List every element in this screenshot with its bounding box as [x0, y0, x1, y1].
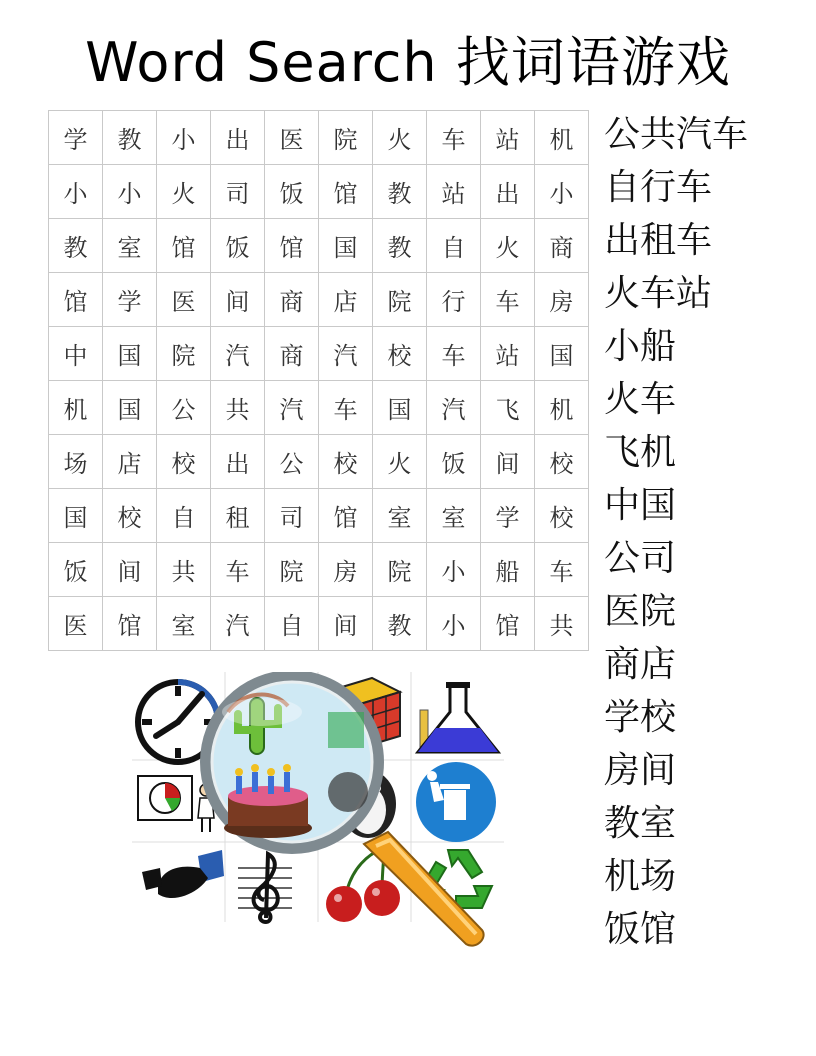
- grid-cell[interactable]: 医: [265, 111, 319, 165]
- grid-cell[interactable]: 间: [211, 273, 265, 327]
- grid-cell[interactable]: 商: [265, 273, 319, 327]
- grid-cell[interactable]: 馆: [319, 165, 373, 219]
- grid-cell[interactable]: 出: [211, 435, 265, 489]
- pie-chart-presenter-icon: [138, 776, 214, 832]
- grid-cell[interactable]: 小: [427, 597, 481, 651]
- word-list-item: 火车: [604, 379, 677, 420]
- grid-cell[interactable]: 国: [373, 381, 427, 435]
- grid-cell[interactable]: 司: [211, 165, 265, 219]
- trash-bin-icon: [416, 762, 496, 842]
- grid-cell[interactable]: 商: [265, 327, 319, 381]
- grid-cell[interactable]: 火: [157, 165, 211, 219]
- grid-cell[interactable]: 公: [157, 381, 211, 435]
- word-list-item: 火车站: [604, 273, 713, 314]
- grid-row: [49, 543, 589, 597]
- grid-cell[interactable]: 校: [535, 489, 589, 543]
- grid-cell[interactable]: 汽: [319, 327, 373, 381]
- word-list-item: 机场: [604, 856, 677, 897]
- grid-row: [49, 111, 589, 165]
- grid-cell[interactable]: 馆: [265, 219, 319, 273]
- grid-row: [49, 165, 589, 219]
- grid-cell[interactable]: 学: [103, 273, 157, 327]
- grid-cell[interactable]: 出: [481, 165, 535, 219]
- grid-cell[interactable]: 车: [427, 327, 481, 381]
- grid-row: [49, 435, 589, 489]
- word-search-grid: [48, 110, 589, 651]
- grid-cell[interactable]: 室: [157, 597, 211, 651]
- grid-row: [49, 381, 589, 435]
- grid-row: [49, 597, 589, 651]
- grid-row: [49, 489, 589, 543]
- grid-cell[interactable]: 行: [427, 273, 481, 327]
- grid-cell[interactable]: 国: [319, 219, 373, 273]
- grid-cell[interactable]: 校: [373, 327, 427, 381]
- grid-cell[interactable]: 汽: [427, 381, 481, 435]
- grid-cell[interactable]: 校: [535, 435, 589, 489]
- grid-cell[interactable]: 机: [535, 111, 589, 165]
- word-list-item: 出租车: [604, 220, 713, 261]
- word-list-item: 医院: [604, 591, 677, 632]
- grid-cell[interactable]: 室: [427, 489, 481, 543]
- grid-cell[interactable]: 国: [535, 327, 589, 381]
- grid-cell[interactable]: 车: [535, 543, 589, 597]
- grid-cell[interactable]: 司: [265, 489, 319, 543]
- grid-cell[interactable]: 小: [427, 543, 481, 597]
- grid-cell[interactable]: 馆: [319, 489, 373, 543]
- grid-cell[interactable]: 教: [373, 597, 427, 651]
- word-list-item: 自行车: [604, 167, 713, 208]
- word-list-item: 飞机: [604, 432, 677, 473]
- grid-cell[interactable]: 站: [481, 111, 535, 165]
- grid-cell[interactable]: 馆: [157, 219, 211, 273]
- grid-cell[interactable]: 校: [157, 435, 211, 489]
- grid-cell[interactable]: 小: [535, 165, 589, 219]
- grid-cell[interactable]: 学: [49, 111, 103, 165]
- grid-cell[interactable]: 站: [427, 165, 481, 219]
- grid-cell[interactable]: 教: [373, 219, 427, 273]
- flask-icon: [418, 682, 498, 752]
- grid-cell[interactable]: 火: [373, 435, 427, 489]
- grid-cell[interactable]: 室: [373, 489, 427, 543]
- grid-cell[interactable]: 院: [373, 543, 427, 597]
- grid-cell[interactable]: 自: [157, 489, 211, 543]
- grid-cell[interactable]: 院: [157, 327, 211, 381]
- grid-row: [49, 273, 589, 327]
- grid-cell[interactable]: 院: [373, 273, 427, 327]
- grid-cell[interactable]: 车: [319, 381, 373, 435]
- word-list-item: 中国: [604, 485, 677, 526]
- word-list-item: 教室: [604, 803, 677, 844]
- grid-cell[interactable]: 自: [427, 219, 481, 273]
- grid-cell[interactable]: 医: [157, 273, 211, 327]
- search-illustration: [132, 672, 504, 956]
- grid-cell[interactable]: 飞: [481, 381, 535, 435]
- handshake-icon: [142, 850, 224, 898]
- word-list: [604, 108, 748, 956]
- word-list-item: 公司: [604, 538, 677, 579]
- grid-cell[interactable]: 小: [49, 165, 103, 219]
- grid-cell[interactable]: 饭: [49, 543, 103, 597]
- grid-cell[interactable]: 饭: [211, 219, 265, 273]
- grid-cell[interactable]: 国: [49, 489, 103, 543]
- grid-cell[interactable]: 汽: [265, 381, 319, 435]
- grid-cell[interactable]: 国: [103, 327, 157, 381]
- grid-cell[interactable]: 船: [481, 543, 535, 597]
- grid-cell[interactable]: 国: [103, 381, 157, 435]
- grid-cell[interactable]: 自: [265, 597, 319, 651]
- grid-cell[interactable]: 饭: [265, 165, 319, 219]
- word-list-item: 公共汽车: [604, 114, 749, 155]
- grid-cell[interactable]: 车: [211, 543, 265, 597]
- grid-cell[interactable]: 医: [49, 597, 103, 651]
- grid-cell[interactable]: 房: [319, 543, 373, 597]
- grid-cell[interactable]: 学: [481, 489, 535, 543]
- grid-cell[interactable]: 房: [535, 273, 589, 327]
- page-title: Word Search 找词语游戏: [85, 31, 731, 94]
- grid-cell[interactable]: 店: [103, 435, 157, 489]
- grid-cell[interactable]: 机: [49, 381, 103, 435]
- grid-cell[interactable]: 校: [103, 489, 157, 543]
- grid-cell[interactable]: 馆: [49, 273, 103, 327]
- grid-row: [49, 327, 589, 381]
- grid-cell[interactable]: 教: [103, 111, 157, 165]
- word-list-item: 小船: [604, 326, 677, 367]
- treble-clef-icon: [238, 854, 292, 922]
- grid-cell[interactable]: 机: [535, 381, 589, 435]
- grid-cell[interactable]: 车: [481, 273, 535, 327]
- grid-row: [49, 219, 589, 273]
- grid-cell[interactable]: 出: [211, 111, 265, 165]
- grid-cell[interactable]: 教: [373, 165, 427, 219]
- word-list-item: 学校: [604, 697, 677, 738]
- grid-cell[interactable]: 小: [103, 165, 157, 219]
- grid-cell[interactable]: 火: [373, 111, 427, 165]
- grid-cell[interactable]: 院: [319, 111, 373, 165]
- grid-cell[interactable]: 校: [319, 435, 373, 489]
- grid-cell[interactable]: 共: [211, 381, 265, 435]
- grid-cell[interactable]: 中: [49, 327, 103, 381]
- grid-cell[interactable]: 饭: [427, 435, 481, 489]
- grid-cell[interactable]: 间: [319, 597, 373, 651]
- grid-cell[interactable]: 车: [427, 111, 481, 165]
- grid-cell[interactable]: 汽: [211, 327, 265, 381]
- grid-cell[interactable]: 商: [535, 219, 589, 273]
- grid-cell[interactable]: 馆: [481, 597, 535, 651]
- grid-cell[interactable]: 租: [211, 489, 265, 543]
- grid-cell[interactable]: 小: [157, 111, 211, 165]
- grid-cell[interactable]: 间: [481, 435, 535, 489]
- grid-cell[interactable]: 教: [49, 219, 103, 273]
- word-list-item: 饭馆: [604, 909, 677, 950]
- word-list-item: 商店: [604, 644, 677, 685]
- grid-cell[interactable]: 间: [103, 543, 157, 597]
- word-list-item: 房间: [604, 750, 677, 791]
- grid-cell[interactable]: 院: [265, 543, 319, 597]
- grid-cell[interactable]: 公: [265, 435, 319, 489]
- grid-cell[interactable]: 汽: [211, 597, 265, 651]
- grid-cell[interactable]: 共: [535, 597, 589, 651]
- grid-cell[interactable]: 共: [157, 543, 211, 597]
- grid-cell[interactable]: 馆: [103, 597, 157, 651]
- grid-cell[interactable]: 站: [481, 327, 535, 381]
- grid-cell[interactable]: 店: [319, 273, 373, 327]
- grid-cell[interactable]: 火: [481, 219, 535, 273]
- grid-cell[interactable]: 室: [103, 219, 157, 273]
- grid-cell[interactable]: 场: [49, 435, 103, 489]
